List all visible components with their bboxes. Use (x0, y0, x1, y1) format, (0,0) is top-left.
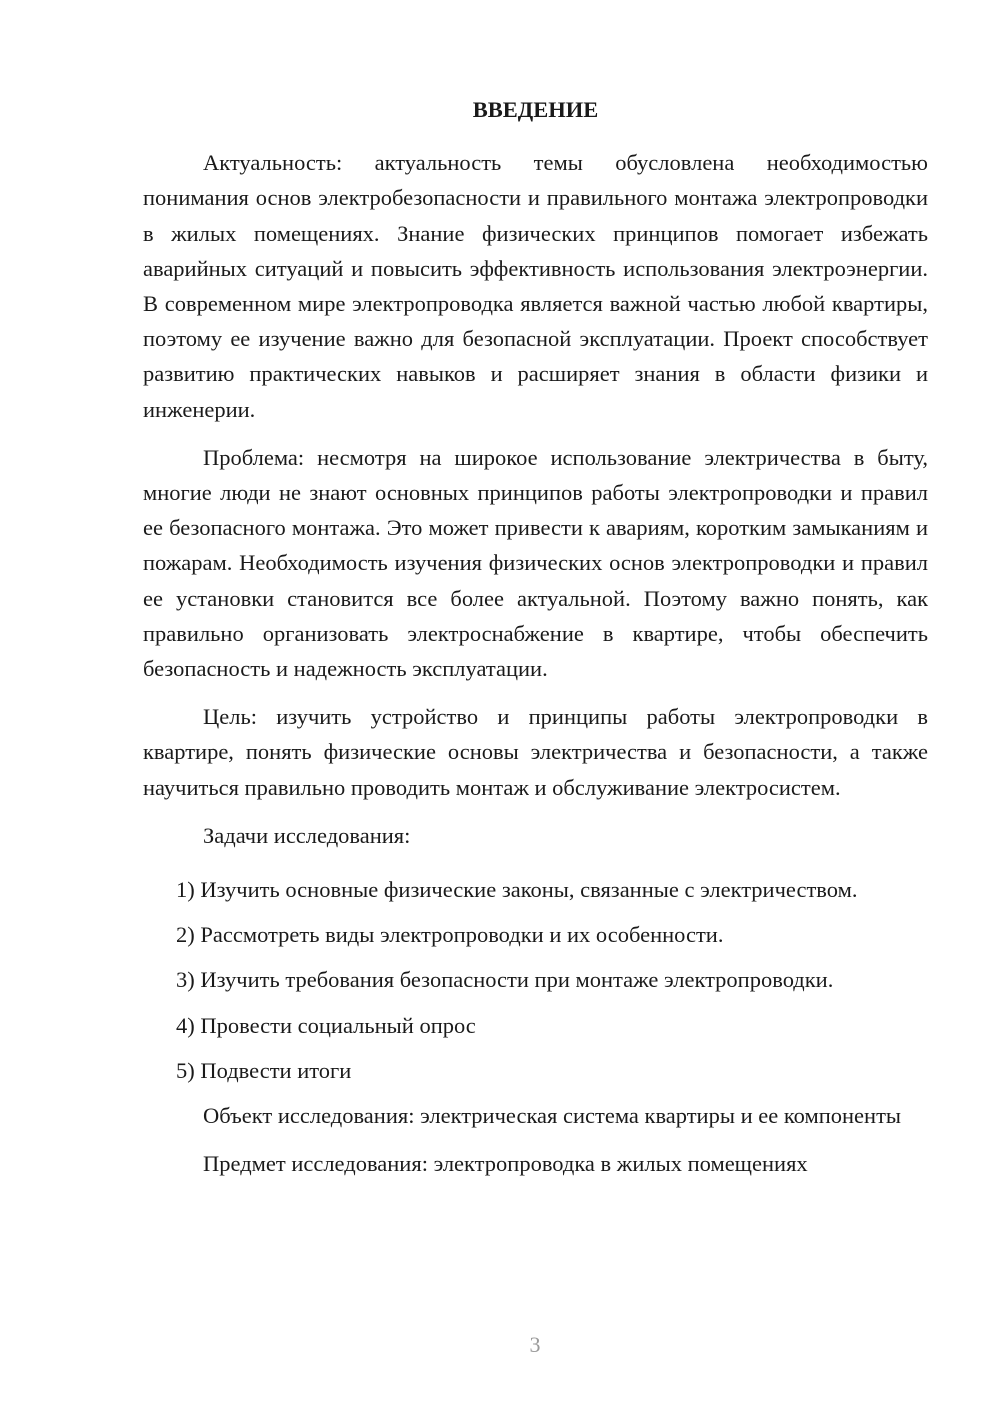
problem-paragraph: Проблема: несмотря на широкое использование электричества в быту, многие люди не знают основных принципов работы электропроводки и правил ее безопасного монтажа. Это может привести к авариям, коротким замыканиям и пожарам. Необходимость изучения физических основ электропроводки и правил ее установки становится все более актуальной. Поэтому важно понять, как правильно организовать электроснабжение в квартире, чтобы обеспечить безопасность и надежность эксплуатации. (143, 444, 928, 682)
task-item: 3) Изучить требования безопасности при монтаже электропроводки. (176, 967, 834, 993)
page-content (143, 92, 928, 1194)
tasks-heading: Задачи исследования: (203, 822, 411, 848)
page-title: ВВЕДЕНИЕ (472, 97, 599, 122)
task-item: 2) Рассмотреть виды электропроводки и их особенности. (176, 922, 724, 948)
task-item: 1) Изучить основные физические законы, связанные с электричеством. (176, 877, 858, 903)
task-item: 4) Провести социальный опрос (176, 1012, 476, 1038)
object-paragraph: Объект исследования: электрическая система квартиры и ее компоненты (203, 1103, 902, 1129)
subject-paragraph: Предмет исследования: электропроводка в жилых помещениях (203, 1151, 808, 1177)
page-number: 3 (529, 1332, 541, 1357)
task-item: 5) Подвести итоги (176, 1057, 352, 1083)
relevance-paragraph: Актуальность: актуальность темы обусловлена необходимостью понимания основ электробезопасности и правильного монтажа электропроводки в жилых помещениях. Знание физических принципов помогает избежать аварийных ситуаций и повысить эффективность использования электроэнергии. В современном мире электропроводка является важной частью любой квартиры, поэтому ее изучение важно для безопасной эксплуатации. Проект способствует развитию практических навыков и расширяет знания в области физики и инженерии. (143, 150, 928, 422)
goal-paragraph: Цель: изучить устройство и принципы работы электропроводки в квартире, понять физические основы электричества и безопасности, а также научиться правильно проводить монтаж и обслуживание электросистем. (143, 704, 928, 800)
tasks-list (143, 872, 928, 1088)
